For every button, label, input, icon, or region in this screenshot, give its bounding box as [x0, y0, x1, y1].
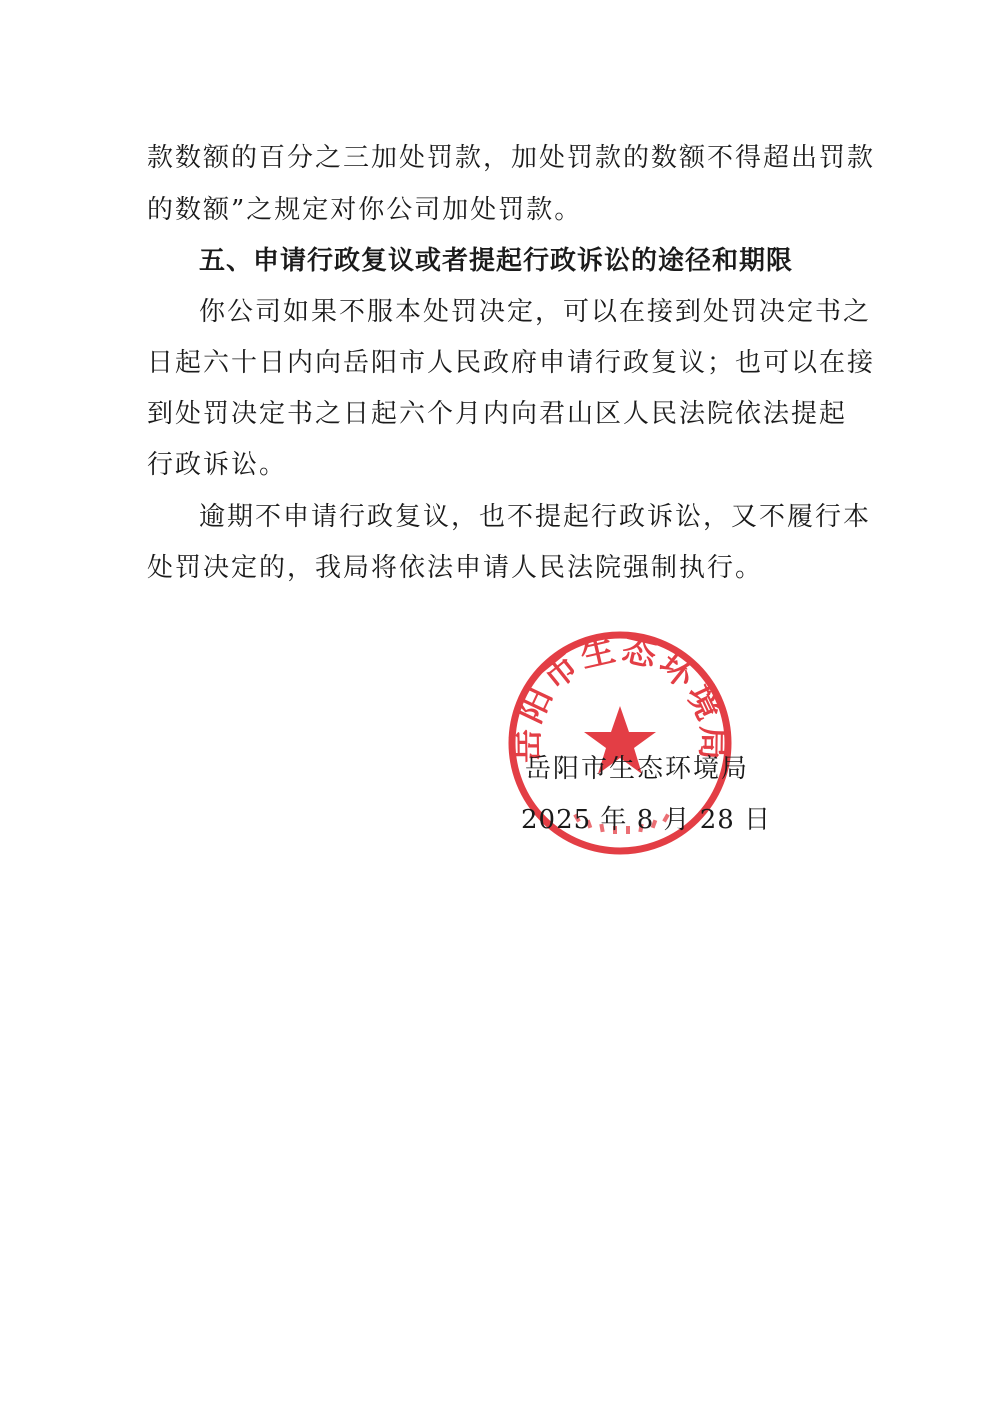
body-line-2: 的数额”之规定对你公司加处罚款。	[147, 195, 583, 225]
signing-date: 2025 年 8 月 28 日	[521, 805, 772, 835]
body-line-7: 逾期不申请行政复议，也不提起行政诉讼，又不履行本	[199, 502, 872, 532]
body-line-6: 行政诉讼。	[147, 450, 288, 480]
body-line-8: 处罚决定的，我局将依法申请人民法院强制执行。	[147, 553, 764, 583]
body-line-4: 日起六十日内向岳阳市人民政府申请行政复议；也可以在接	[147, 348, 876, 378]
body-line-3: 你公司如果不服本处罚决定，可以在接到处罚决定书之	[199, 297, 872, 327]
signing-agency: 岳阳市生态环境局	[525, 754, 750, 784]
section-heading: 五、申请行政复议或者提起行政诉讼的途径和期限	[199, 246, 794, 276]
body-line-1: 款数额的百分之三加处罚款，加处罚款的数额不得超出罚款	[147, 143, 876, 173]
body-line-5: 到处罚决定书之日起六个月内向君山区人民法院依法提起	[147, 399, 848, 429]
seal-text: 岳阳市生态环境局	[506, 628, 734, 764]
